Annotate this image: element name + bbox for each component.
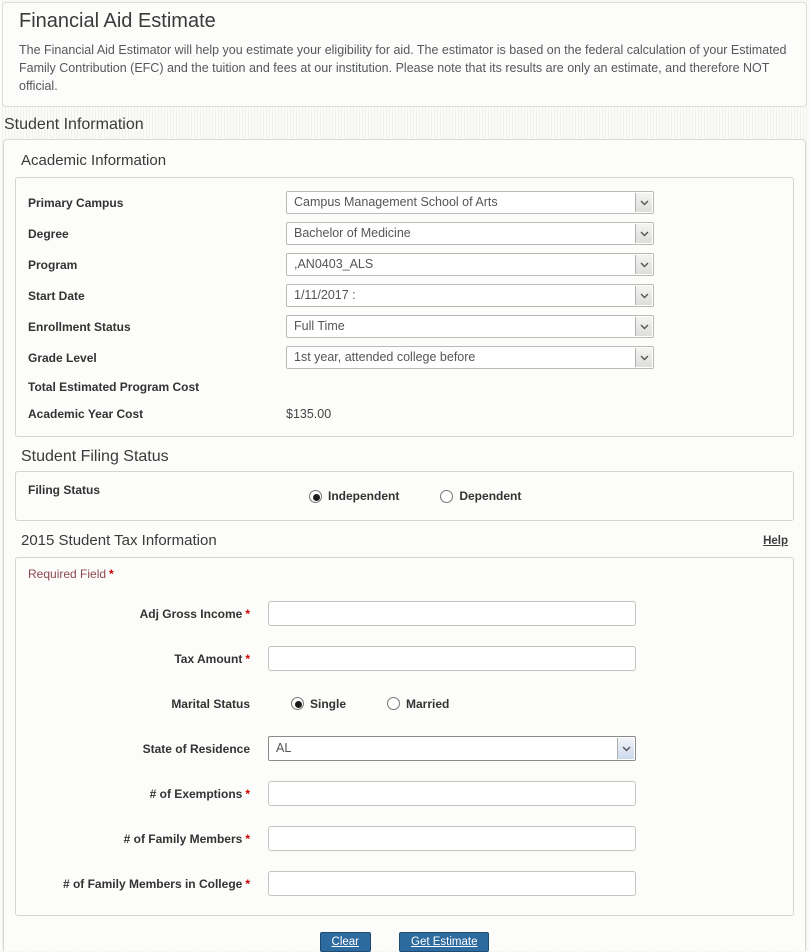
tax-amount-label: [28, 652, 268, 666]
chevron-down-icon: [635, 348, 652, 367]
form-row-family-members: [28, 816, 781, 861]
tax-amount-input[interactable]: [268, 646, 636, 671]
page-title: Financial Aid Estimate: [19, 10, 216, 32]
page-header: [2, 2, 807, 107]
enrollment-status-selected-value: Full Time: [294, 319, 345, 334]
filing-status-radio-group: [286, 481, 521, 503]
primary-campus-select[interactable]: [286, 191, 654, 214]
student-filing-status-heading: Student Filing Status: [21, 448, 169, 466]
dependent-radio[interactable]: [440, 490, 453, 503]
form-row-grade-level: [28, 342, 781, 373]
state-of-residence-selected-value: AL: [276, 741, 292, 756]
required-asterisk: *: [245, 876, 250, 891]
family-members-input[interactable]: [268, 826, 636, 851]
tax-section-header: [21, 532, 788, 549]
marital-status-label: Marital Status: [171, 696, 250, 711]
form-row-state-of-residence: [28, 726, 781, 771]
tax-amount-label-text: Tax Amount: [174, 651, 243, 666]
form-row-academic-year-cost: [28, 400, 781, 427]
chevron-down-icon: [617, 738, 634, 759]
student-information-panel: [3, 139, 806, 951]
single-radio-label: Single: [310, 696, 347, 711]
required-asterisk: *: [109, 567, 114, 582]
grade-level-select[interactable]: [286, 346, 654, 369]
page-description: The Financial Aid Estimator will help you estimate your eligibility for aid. The estimator is based on the federal calculation of your Estimated Family Contribution (EFC) and the tuition and fees at our institution. Please note that its results are only an estimate, and therefore NOT official.: [19, 43, 787, 94]
primary-campus-selected-value: Campus Management School of Arts: [294, 195, 498, 210]
program-label: Program: [28, 257, 78, 272]
form-row-total-program-cost: [28, 373, 781, 400]
single-radio[interactable]: [291, 697, 304, 710]
form-row-tax-amount: [28, 636, 781, 681]
family-members-label-text: # of Family Members: [123, 831, 243, 846]
family-members-in-college-label-text: # of Family Members in College: [62, 876, 243, 891]
form-row-start-date: [28, 280, 781, 311]
marital-status-radio-group: [268, 697, 449, 711]
degree-select[interactable]: [286, 222, 654, 245]
degree-selected-value: Bachelor of Medicine: [294, 226, 411, 241]
exemptions-input[interactable]: [268, 781, 636, 806]
start-date-select[interactable]: [286, 284, 654, 307]
chevron-down-icon: [635, 224, 652, 243]
required-asterisk: *: [245, 606, 250, 621]
academic-information-box: [15, 177, 794, 437]
academic-year-cost-value: $135.00: [286, 406, 332, 421]
enrollment-status-label: Enrollment Status: [28, 319, 131, 334]
required-field-note: [28, 567, 781, 591]
form-row-family-members-in-college: [28, 861, 781, 906]
exemptions-label: [28, 787, 268, 801]
total-program-cost-label: Total Estimated Program Cost: [28, 379, 200, 394]
program-selected-value: ,AN0403_ALS: [294, 257, 374, 272]
chevron-down-icon: [635, 317, 652, 336]
chevron-down-icon: [635, 193, 652, 212]
family-members-in-college-label: [28, 877, 268, 891]
form-row-exemptions: [28, 771, 781, 816]
radio-selected-dot: [295, 701, 302, 708]
family-members-in-college-input[interactable]: [268, 871, 636, 896]
form-row-enrollment-status: [28, 311, 781, 342]
chevron-down-icon: [635, 255, 652, 274]
start-date-label: Start Date: [28, 288, 85, 303]
program-select[interactable]: [286, 253, 654, 276]
state-of-residence-select[interactable]: [268, 736, 636, 761]
dependent-radio-label: Dependent: [459, 489, 522, 504]
academic-information-heading: Academic Information: [21, 152, 167, 170]
primary-campus-label: Primary Campus: [28, 195, 124, 210]
form-actions: [15, 932, 794, 952]
degree-label: Degree: [28, 226, 69, 241]
student-information-heading: Student Information: [4, 116, 144, 134]
get-estimate-button[interactable]: Get Estimate: [399, 932, 489, 952]
required-asterisk: *: [245, 831, 250, 846]
adj-gross-income-label-text: Adj Gross Income: [139, 606, 243, 621]
filing-status-label: Filing Status: [28, 483, 100, 498]
required-asterisk: *: [245, 651, 250, 666]
form-row-degree: [28, 218, 781, 249]
radio-selected-dot: [313, 494, 320, 501]
state-of-residence-label: State of Residence: [142, 741, 250, 756]
academic-year-cost-label: Academic Year Cost: [28, 406, 144, 421]
independent-radio[interactable]: [309, 490, 322, 503]
independent-radio-label: Independent: [328, 489, 400, 504]
filing-status-box: [15, 471, 794, 521]
married-radio[interactable]: [387, 697, 400, 710]
grade-level-label: Grade Level: [28, 350, 97, 365]
help-link[interactable]: Help: [763, 534, 788, 547]
family-members-label: [28, 832, 268, 846]
exemptions-label-text: # of Exemptions: [149, 786, 243, 801]
form-row-adj-gross-income: [28, 591, 781, 636]
form-row-program: [28, 249, 781, 280]
tax-section-heading: 2015 Student Tax Information: [21, 532, 217, 550]
form-row-marital-status: [28, 681, 781, 726]
married-radio-label: Married: [406, 696, 450, 711]
form-row-primary-campus: [28, 187, 781, 218]
adj-gross-income-input[interactable]: [268, 601, 636, 626]
tax-information-box: [15, 557, 794, 916]
chevron-down-icon: [635, 286, 652, 305]
required-field-text: Required Field: [28, 567, 107, 582]
enrollment-status-select[interactable]: [286, 315, 654, 338]
adj-gross-income-label: [28, 607, 268, 621]
clear-button[interactable]: Clear: [320, 932, 371, 952]
start-date-selected-value: 1/11/2017 :: [294, 288, 356, 303]
grade-level-selected-value: 1st year, attended college before: [294, 350, 476, 365]
required-asterisk: *: [245, 786, 250, 801]
